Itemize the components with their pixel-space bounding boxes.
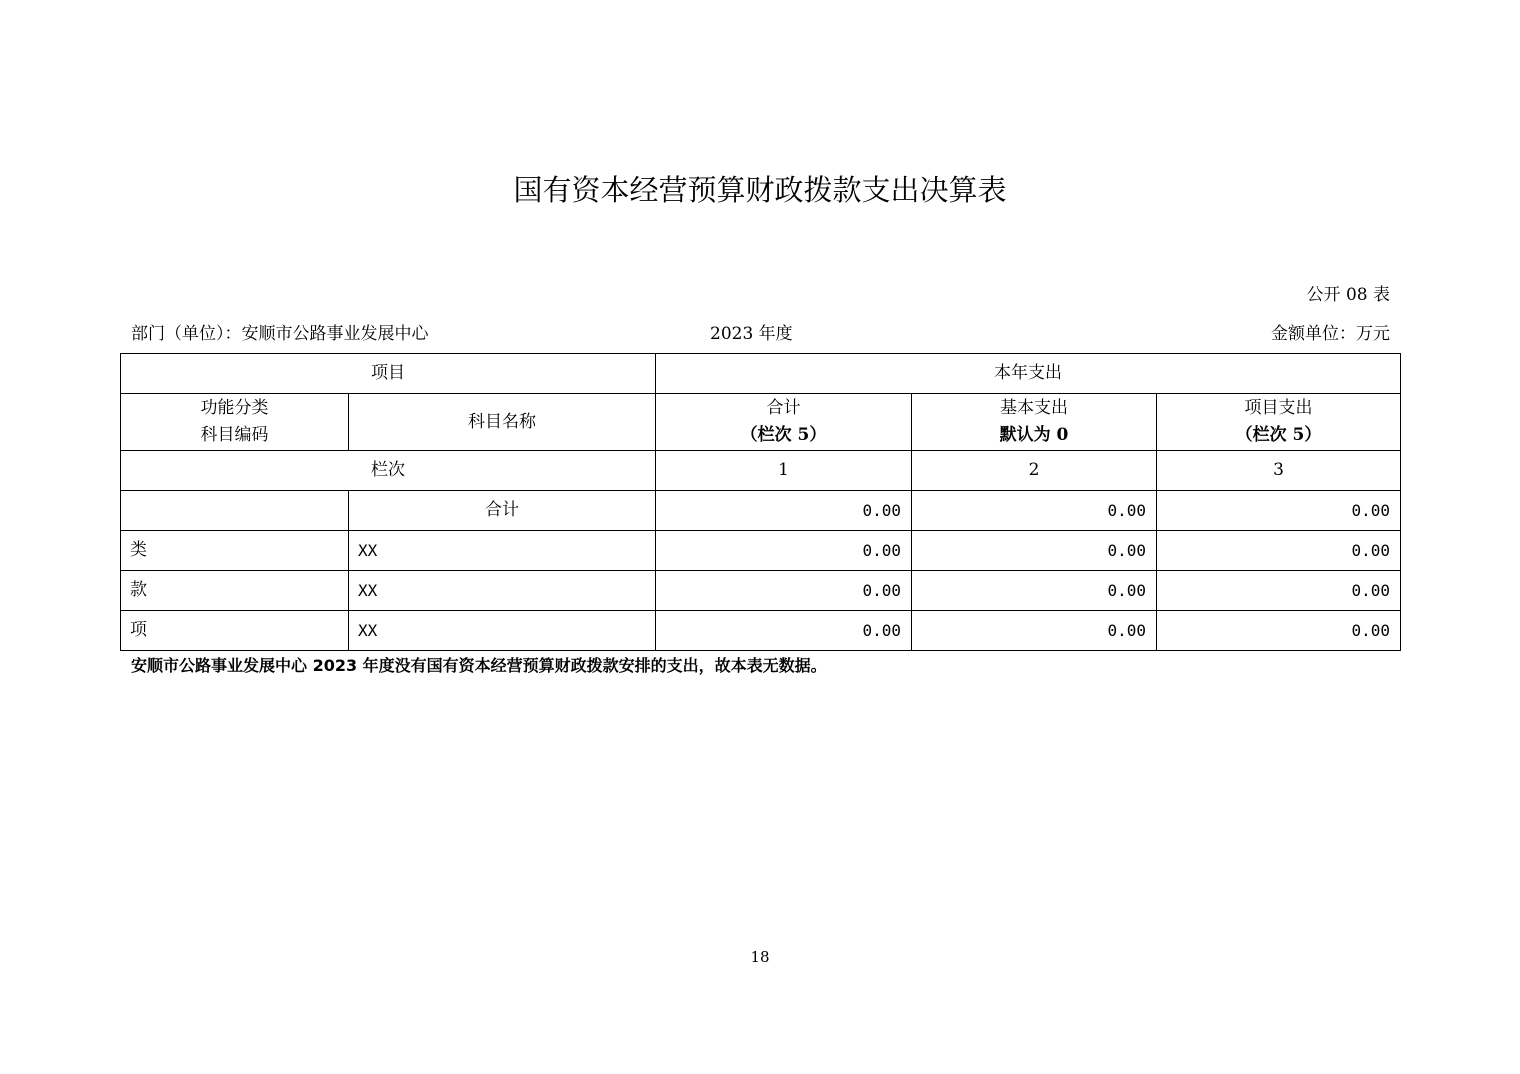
col-total-line1: 合计 [766,398,801,418]
col-basic [912,394,1157,451]
form-number: 公开 08 表 [1306,285,1390,305]
cell-project: 0.00 [1157,611,1401,651]
meta-row [131,321,1390,347]
header-item: 项目 [121,354,656,394]
cell-name: 合计 [349,491,656,531]
col-func-code [121,394,349,451]
col-basic-line2: 默认为 0 [999,425,1069,445]
cell-total: 0.00 [656,611,912,651]
cell-name: XX [349,531,656,571]
cell-code: 项 [121,611,349,651]
column-number: 3 [1157,451,1401,491]
cell-total: 0.00 [656,571,912,611]
cell-name: XX [349,571,656,611]
col-func-code-line1: 功能分类 [200,398,269,418]
page-title: 国有资本经营预算财政拨款支出决算表 [513,173,1007,207]
cell-total: 0.00 [656,491,912,531]
col-basic-line1: 基本支出 [1000,398,1068,418]
cell-project: 0.00 [1157,531,1401,571]
table-row [121,611,1401,651]
cell-project: 0.00 [1157,571,1401,611]
col-total [656,394,912,451]
table-row [121,531,1401,571]
cell-basic: 0.00 [912,531,1157,571]
cell-basic: 0.00 [912,611,1157,651]
fiscal-year: 2023 年度 [710,324,793,344]
amount-unit: 金额单位：万元 [1271,324,1390,344]
table-header-row [121,354,1401,394]
cell-total: 0.00 [656,531,912,571]
column-label: 栏次 [121,451,656,491]
cell-project: 0.00 [1157,491,1401,531]
column-number-row [121,451,1401,491]
table-row-total [121,491,1401,531]
header-expense: 本年支出 [656,354,1401,394]
col-project-line1: 项目支出 [1244,398,1313,418]
cell-code: 类 [121,531,349,571]
cell-code [121,491,349,531]
col-project-line2: （栏次 5） [1235,425,1322,445]
table-subheader-row [121,394,1401,451]
column-number: 2 [912,451,1157,491]
footnote: 安顺市公路事业发展中心 2023 年度没有国有资本经营预算财政拨款安排的支出，故本表无数据。 [131,656,827,675]
cell-basic: 0.00 [912,491,1157,531]
cell-name: XX [349,611,656,651]
page-number: 18 [750,948,770,966]
column-number: 1 [656,451,912,491]
col-project [1157,394,1401,451]
cell-code: 款 [121,571,349,611]
budget-table [120,353,1401,651]
cell-basic: 0.00 [912,571,1157,611]
col-total-line2: （栏次 5） [740,425,827,445]
table-row [121,571,1401,611]
col-subject-name: 科目名称 [349,394,656,451]
department-label: 部门（单位）：安顺市公路事业发展中心 [131,324,429,344]
col-func-code-line2: 科目编码 [200,425,269,445]
